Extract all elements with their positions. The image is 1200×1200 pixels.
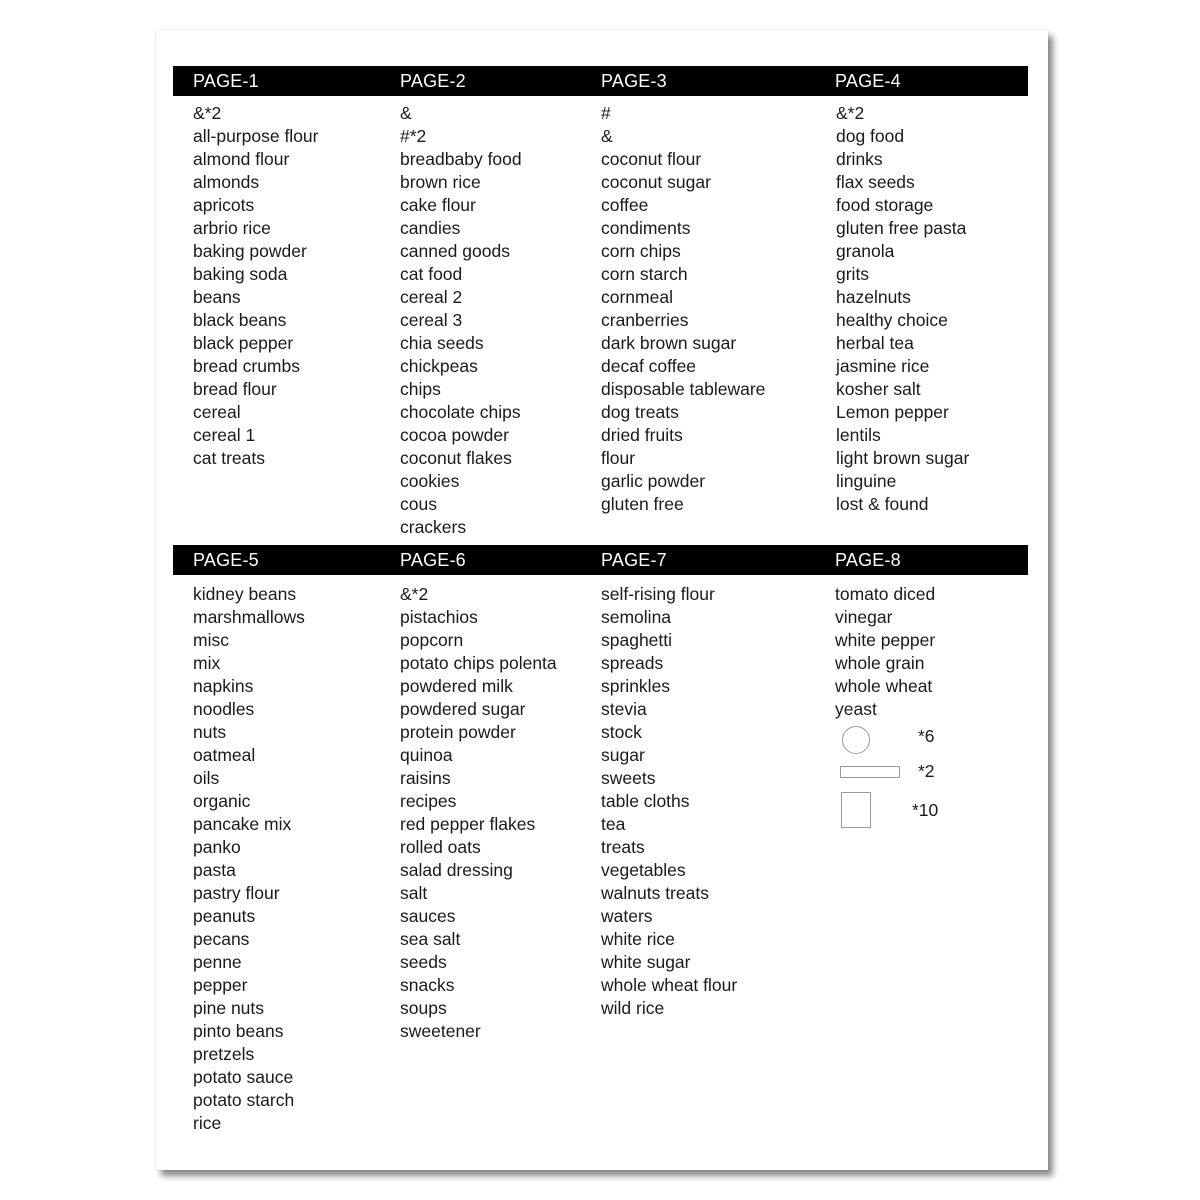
list-item: pepper (193, 975, 248, 995)
list-item: flour (601, 448, 636, 468)
list-item: linguine (836, 471, 897, 491)
page-2-header: PAGE-2 (400, 71, 466, 91)
tall-rect-label-count: *10 (912, 800, 939, 820)
list-item: self-rising flour (601, 584, 715, 604)
page-4-list (836, 102, 969, 516)
list-item: popcorn (400, 630, 464, 650)
list-item: walnuts treats (601, 883, 709, 903)
list-item: vegetables (601, 860, 686, 880)
list-item: & (601, 126, 613, 146)
list-item: protein powder (400, 722, 516, 742)
list-item: jasmine rice (836, 356, 930, 376)
list-item: dog treats (601, 402, 679, 422)
page-5-list (193, 583, 305, 1135)
list-item: yeast (835, 699, 877, 719)
list-item: raisins (400, 768, 451, 788)
list-item: powdered sugar (400, 699, 526, 719)
page-5-header: PAGE-5 (193, 550, 259, 570)
list-item: cornmeal (601, 287, 673, 307)
list-item: kidney beans (193, 584, 297, 604)
list-item: baking soda (193, 264, 288, 284)
list-item: whole grain (835, 653, 925, 673)
list-item: decaf coffee (601, 356, 697, 376)
list-item: seeds (400, 952, 447, 972)
list-item: apricots (193, 195, 255, 215)
list-item: sprinkles (601, 676, 671, 696)
list-item: candies (400, 218, 461, 238)
list-item: light brown sugar (836, 448, 970, 468)
list-item: snacks (400, 975, 455, 995)
list-item: stock (601, 722, 642, 742)
list-item: rice (193, 1113, 222, 1133)
list-item: recipes (400, 791, 457, 811)
list-item: oils (193, 768, 220, 788)
list-item: condiments (601, 218, 691, 238)
list-item: breadbaby food (400, 149, 522, 169)
list-item: sweetener (400, 1021, 481, 1041)
page-3-header: PAGE-3 (601, 71, 667, 91)
list-item: nuts (193, 722, 227, 742)
list-item: whole wheat (835, 676, 933, 696)
list-item: grits (836, 264, 870, 284)
list-item: healthy choice (836, 310, 948, 330)
list-item: almond flour (193, 149, 290, 169)
list-item: dark brown sugar (601, 333, 737, 353)
list-item: chocolate chips (400, 402, 521, 422)
list-item: powdered milk (400, 676, 513, 696)
list-item: cous (400, 494, 437, 514)
list-item: canned goods (400, 241, 510, 261)
list-item: cereal (193, 402, 241, 422)
page-6-list (400, 583, 557, 1043)
list-item: cookies (400, 471, 460, 491)
list-item: all-purpose flour (193, 126, 319, 146)
list-item: panko (193, 837, 241, 857)
list-item: sea salt (400, 929, 461, 949)
list-item: whole wheat flour (601, 975, 738, 995)
list-item: coconut sugar (601, 172, 711, 192)
list-item: # (601, 103, 611, 123)
list-item: table cloths (601, 791, 690, 811)
list-item: chips (400, 379, 441, 399)
list-item: disposable tableware (601, 379, 766, 399)
list-item: #*2 (400, 126, 427, 146)
list-item: &*2 (400, 584, 429, 604)
list-item: potato starch (193, 1090, 295, 1110)
list-item: sweets (601, 768, 656, 788)
page-1-list (193, 102, 318, 470)
list-item: hazelnuts (836, 287, 911, 307)
list-item: granola (836, 241, 895, 261)
list-item: cocoa powder (400, 425, 509, 445)
list-item: coffee (601, 195, 649, 215)
list-item: potato chips polenta (400, 653, 557, 673)
list-item: cereal 1 (193, 425, 256, 445)
list-item: white rice (601, 929, 675, 949)
list-item: corn chips (601, 241, 681, 261)
list-item: almonds (193, 172, 260, 192)
list-item: mix (193, 653, 221, 673)
list-item: Lemon pepper (836, 402, 949, 422)
list-item: soups (400, 998, 447, 1018)
list-item: lentils (836, 425, 881, 445)
list-item: flax seeds (836, 172, 915, 192)
list-item: cake flour (400, 195, 476, 215)
long-rectangle-label-icon (840, 766, 900, 778)
list-item: salad dressing (400, 860, 513, 880)
list-item: oatmeal (193, 745, 256, 765)
list-item: spreads (601, 653, 664, 673)
list-item: noodles (193, 699, 255, 719)
list-item: spaghetti (601, 630, 673, 650)
page-8-header: PAGE-8 (835, 550, 901, 570)
list-item: quinoa (400, 745, 453, 765)
page-2-list (400, 102, 522, 539)
list-item: semolina (601, 607, 672, 627)
list-item: chickpeas (400, 356, 478, 376)
page-6-header: PAGE-6 (400, 550, 466, 570)
list-item: peanuts (193, 906, 256, 926)
list-item: potato sauce (193, 1067, 294, 1087)
list-item: beans (193, 287, 241, 307)
page-7-list (601, 583, 737, 1020)
list-item: pistachios (400, 607, 478, 627)
list-item: pretzels (193, 1044, 255, 1064)
page-3-list (601, 102, 765, 516)
list-item: kosher salt (836, 379, 921, 399)
list-item: penne (193, 952, 242, 972)
list-item: arbrio rice (193, 218, 271, 238)
list-item: organic (193, 791, 251, 811)
list-item: garlic powder (601, 471, 706, 491)
list-item: pastry flour (193, 883, 280, 903)
list-item: tomato diced (835, 584, 936, 604)
page-7-header: PAGE-7 (601, 550, 667, 570)
list-item: gluten free pasta (836, 218, 967, 238)
list-item: wild rice (601, 998, 665, 1018)
list-item: corn starch (601, 264, 688, 284)
list-item: pine nuts (193, 998, 265, 1018)
list-item: stevia (601, 699, 647, 719)
list-item: cereal 2 (400, 287, 463, 307)
list-item: treats (601, 837, 645, 857)
list-item: waters (601, 906, 653, 926)
list-item: gluten free (601, 494, 684, 514)
list-item: pinto beans (193, 1021, 284, 1041)
page-1-header: PAGE-1 (193, 71, 259, 91)
list-item: crackers (400, 517, 467, 537)
list-item: dried fruits (601, 425, 683, 445)
list-item: coconut flour (601, 149, 702, 169)
long-rect-label-count: *2 (918, 761, 935, 781)
circle-label-count: *6 (918, 726, 935, 746)
page-4-header: PAGE-4 (835, 71, 901, 91)
list-item: cereal 3 (400, 310, 463, 330)
list-item: sauces (400, 906, 456, 926)
list-item: black beans (193, 310, 287, 330)
list-item: sugar (601, 745, 645, 765)
list-item: drinks (836, 149, 883, 169)
list-item: lost & found (836, 494, 929, 514)
list-item: bread flour (193, 379, 277, 399)
list-item: cat food (400, 264, 463, 284)
list-item: herbal tea (836, 333, 914, 353)
list-item: & (400, 103, 412, 123)
tall-rectangle-label-icon (841, 792, 871, 828)
list-item: marshmallows (193, 607, 305, 627)
list-item: cranberries (601, 310, 689, 330)
list-item: &*2 (193, 103, 222, 123)
list-item: pecans (193, 929, 250, 949)
list-item: vinegar (835, 607, 893, 627)
list-item: white sugar (601, 952, 691, 972)
list-item: red pepper flakes (400, 814, 536, 834)
list-item: rolled oats (400, 837, 481, 857)
list-item: pancake mix (193, 814, 292, 834)
page-8-list (835, 583, 935, 721)
list-item: coconut flakes (400, 448, 512, 468)
list-item: tea (601, 814, 626, 834)
list-item: pasta (193, 860, 236, 880)
list-item: salt (400, 883, 428, 903)
list-item: baking powder (193, 241, 307, 261)
list-item: brown rice (400, 172, 481, 192)
list-item: dog food (836, 126, 905, 146)
list-item: misc (193, 630, 229, 650)
list-item: napkins (193, 676, 254, 696)
list-item: cat treats (193, 448, 265, 468)
list-item: &*2 (836, 103, 865, 123)
circle-label-icon (842, 726, 870, 754)
list-item: black pepper (193, 333, 294, 353)
list-item: white pepper (835, 630, 936, 650)
list-item: food storage (836, 195, 934, 215)
list-item: chia seeds (400, 333, 484, 353)
list-item: bread crumbs (193, 356, 300, 376)
